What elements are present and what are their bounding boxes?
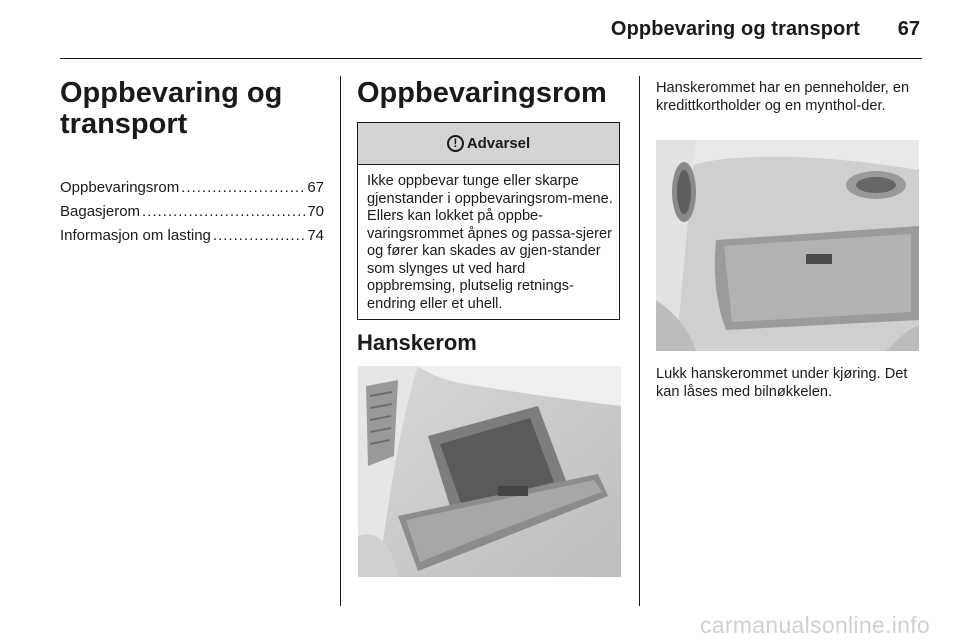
column-divider-2 <box>639 76 640 606</box>
paragraph-close-while-driving: Lukk hanskerommet under kjøring. Det kan låses med bilnøkkelen. <box>656 366 908 400</box>
toc-label: Bagasjerom <box>60 203 141 220</box>
toc-page: 67 <box>307 179 324 196</box>
warning-heading <box>358 123 619 165</box>
toc-leader-dots <box>181 176 305 200</box>
toc-entry-bagasjerom[interactable] <box>60 200 324 224</box>
toc-page: 74 <box>307 227 324 244</box>
paragraph-glovebox-features: Hanskerommet har en penneholder, en kredittkortholder og en mynthol-der. <box>656 80 910 114</box>
glovebox-closed-illustration <box>656 140 919 351</box>
toc-entry-informasjon-om-lasting[interactable] <box>60 224 324 248</box>
section-title: Oppbevaringsrom <box>357 77 607 109</box>
column-divider-1 <box>340 76 341 606</box>
toc-label: Oppbevaringsrom <box>60 179 180 196</box>
subsection-title: Hanskerom <box>357 330 477 355</box>
toc-leader-dots <box>213 224 305 248</box>
glovebox-open-drawing <box>358 366 621 577</box>
warning-heading-label: Advarsel <box>466 135 531 152</box>
table-of-contents <box>60 176 324 248</box>
toc-page: 70 <box>307 203 324 220</box>
header-rule <box>60 58 922 59</box>
page-number: 67 <box>897 18 920 40</box>
toc-leader-dots <box>142 200 305 224</box>
warning-circle-icon: ! <box>447 135 464 152</box>
toc-entry-oppbevaringsrom[interactable] <box>60 176 324 200</box>
page-header-title: Oppbevaring og transport <box>610 18 860 40</box>
warning-text: Ikke oppbevar tunge eller skarpe gjenstander i oppbevaringsrom-mene. Ellers kan lokket på oppbe-varingsrommet åpnes og passa-sjerer og fører kan skades av gjen-stander som slynges ut ved hard oppbremsing, plutselig retnings-endring eller et uhell. <box>367 173 613 312</box>
glovebox-closed-drawing <box>656 140 919 351</box>
warning-box <box>357 122 620 320</box>
watermark: carmanualsonline.info <box>699 612 930 638</box>
glovebox-open-illustration <box>358 366 621 577</box>
toc-label: Informasjon om lasting <box>60 227 211 244</box>
chapter-title: Oppbevaring og transport <box>60 77 283 140</box>
